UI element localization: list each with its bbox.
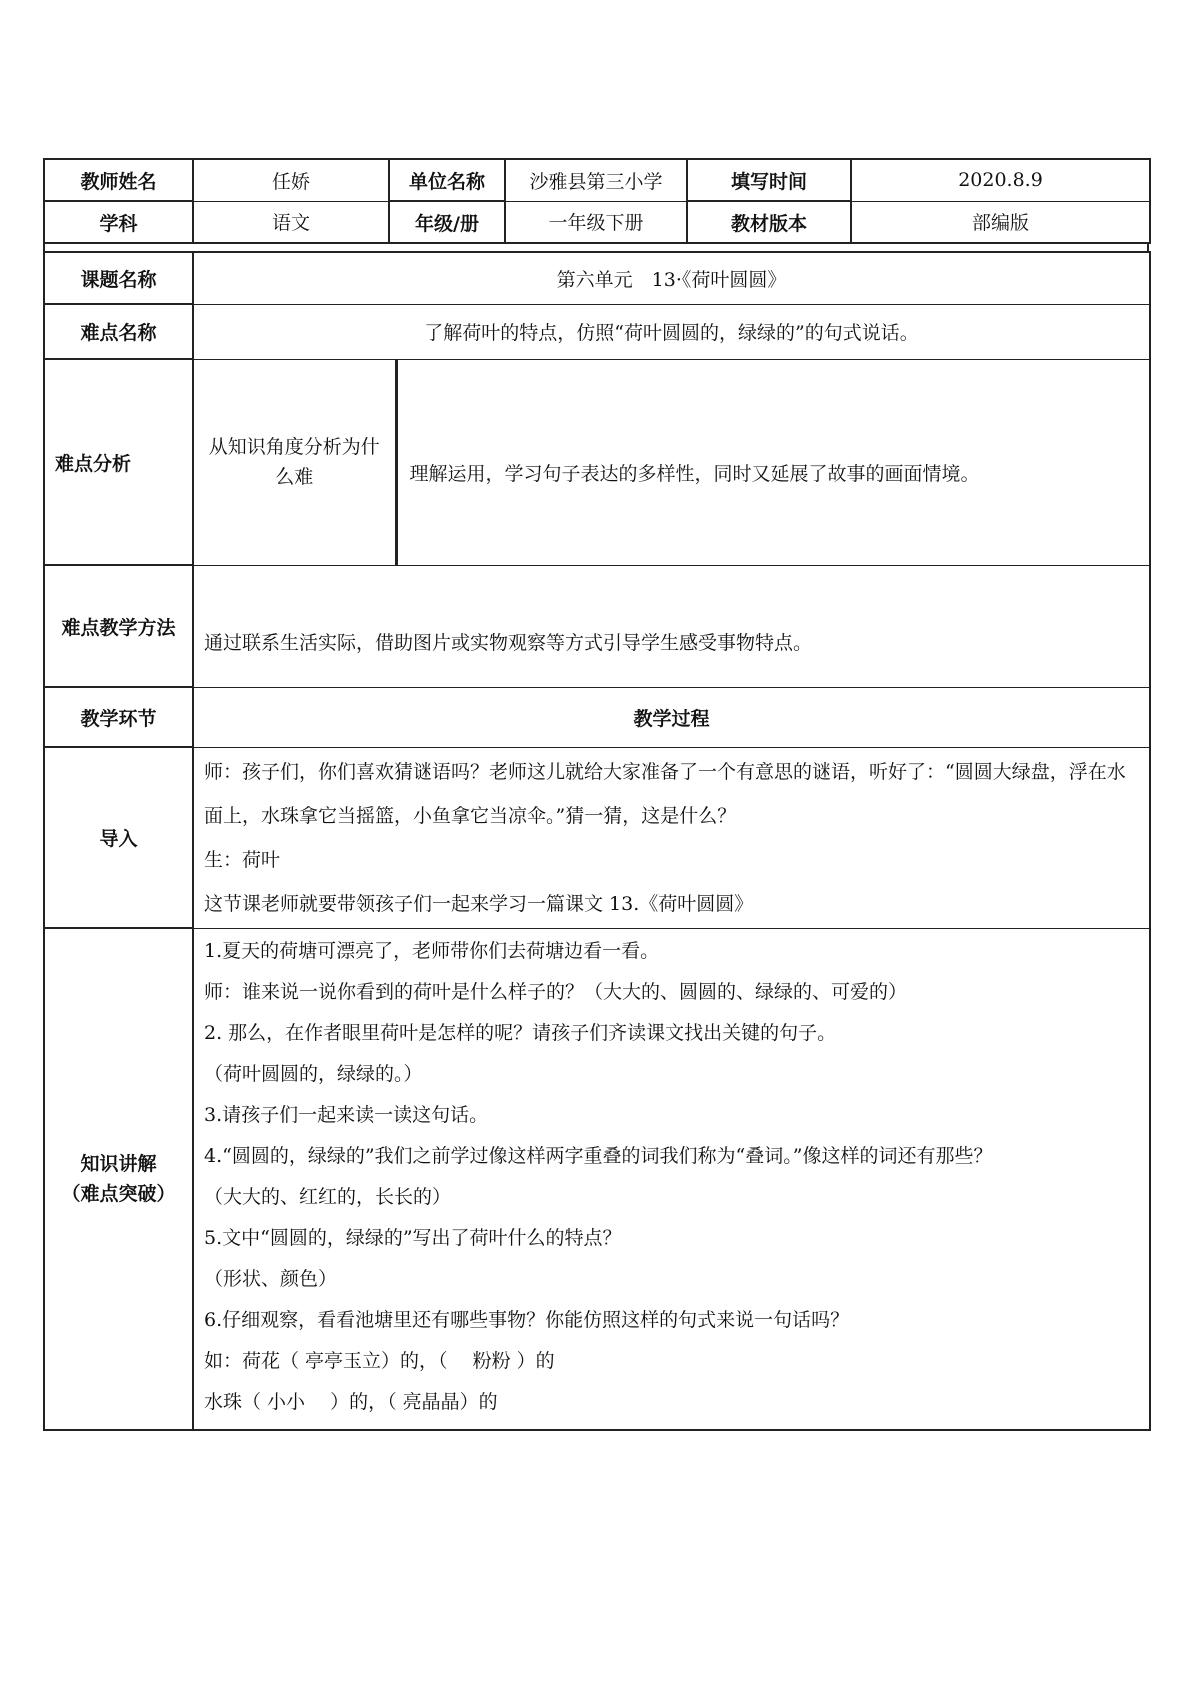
knowledge-line: 师：谁来说一说你看到的荷叶是什么样子的？（大大的、圆圆的、绿绿的、可爱的） bbox=[204, 980, 908, 1003]
table-spacer bbox=[43, 244, 1149, 251]
info-table bbox=[43, 158, 1151, 244]
grade-value: 一年级下册 bbox=[505, 201, 687, 243]
lesson-plan-form bbox=[43, 158, 1149, 1431]
analysis-sub-label: 从知识角度分析为什么难 bbox=[193, 359, 396, 565]
knowledge-label bbox=[44, 928, 193, 1430]
edition-value: 部编版 bbox=[851, 201, 1150, 243]
knowledge-content bbox=[193, 928, 1150, 1430]
method-label: 难点教学方法 bbox=[44, 565, 193, 687]
intro-line: 生：荷叶 bbox=[204, 848, 281, 871]
intro-content bbox=[193, 747, 1150, 928]
knowledge-line: （形状、颜色） bbox=[204, 1267, 338, 1290]
grade-label: 年级/册 bbox=[389, 201, 505, 243]
edition-label: 教材版本 bbox=[687, 201, 851, 243]
analysis-label: 难点分析 bbox=[44, 359, 193, 565]
knowledge-label-line1: 知识讲解 bbox=[80, 1152, 157, 1175]
intro-line: 这节课老师就要带领孩子们一起来学习一篇课文 13.《荷叶圆圆》 bbox=[204, 892, 754, 915]
knowledge-line: 5.文中“圆圆的，绿绿的”写出了荷叶什么的特点？ bbox=[204, 1226, 622, 1249]
intro-label: 导入 bbox=[44, 747, 193, 928]
topic-label: 课题名称 bbox=[44, 252, 193, 304]
unit-name-label: 单位名称 bbox=[389, 159, 505, 201]
difficulty-value: 了解荷叶的特点，仿照“荷叶圆圆的，绿绿的”的句式说话。 bbox=[193, 304, 1150, 359]
knowledge-line: 2. 那么，在作者眼里荷叶是怎样的呢？请孩子们齐读课文找出关键的句子。 bbox=[204, 1021, 837, 1044]
subject-value: 语文 bbox=[193, 201, 389, 243]
unit-name-value: 沙雅县第三小学 bbox=[505, 159, 687, 201]
process-header-label: 教学过程 bbox=[193, 687, 1150, 747]
knowledge-line: 6.仔细观察，看看池塘里还有哪些事物？你能仿照这样的句式来说一句话吗？ bbox=[204, 1308, 850, 1331]
stage-header-label: 教学环节 bbox=[44, 687, 193, 747]
intro-line: 师：孩子们，你们喜欢猜谜语吗？老师这儿就给大家准备了一个有意思的谜语，听好了：“圆圆大绿盘，浮在水面上，水珠拿它当摇篮，小鱼拿它当凉伞。”猜一猜，这是什么？ bbox=[204, 760, 1126, 827]
knowledge-line: 1.夏天的荷塘可漂亮了，老师带你们去荷塘边看一看。 bbox=[204, 939, 660, 962]
fill-date-label: 填写时间 bbox=[687, 159, 851, 201]
knowledge-line: （大大的、红红的，长长的） bbox=[204, 1185, 452, 1208]
knowledge-line: 4.“圆圆的，绿绿的”我们之前学过像这样两字重叠的词我们称为“叠词。”像这样的词还有那些？ bbox=[204, 1144, 993, 1167]
knowledge-line: （荷叶圆圆的，绿绿的。） bbox=[204, 1062, 423, 1085]
analysis-value: 理解运用，学习句子表达的多样性，同时又延展了故事的画面情境。 bbox=[396, 359, 1150, 565]
knowledge-line: 水珠（ 小小 ）的，（ 亮晶晶）的 bbox=[204, 1390, 498, 1413]
knowledge-line: 如：荷花（ 亭亭玉立）的，（ 粉粉 ）的 bbox=[204, 1349, 555, 1372]
teacher-name-value: 任娇 bbox=[193, 159, 389, 201]
content-table bbox=[43, 251, 1151, 1431]
topic-value: 第六单元 13·《荷叶圆圆》 bbox=[193, 252, 1150, 304]
knowledge-label-line2: （难点突破） bbox=[61, 1182, 176, 1205]
fill-date-value: 2020.8.9 bbox=[851, 159, 1150, 201]
teacher-name-label: 教师姓名 bbox=[44, 159, 193, 201]
subject-label: 学科 bbox=[44, 201, 193, 243]
knowledge-line: 3.请孩子们一起来读一读这句话。 bbox=[204, 1103, 489, 1126]
difficulty-label: 难点名称 bbox=[44, 304, 193, 359]
method-value: 通过联系生活实际，借助图片或实物观察等方式引导学生感受事物特点。 bbox=[193, 565, 1150, 687]
